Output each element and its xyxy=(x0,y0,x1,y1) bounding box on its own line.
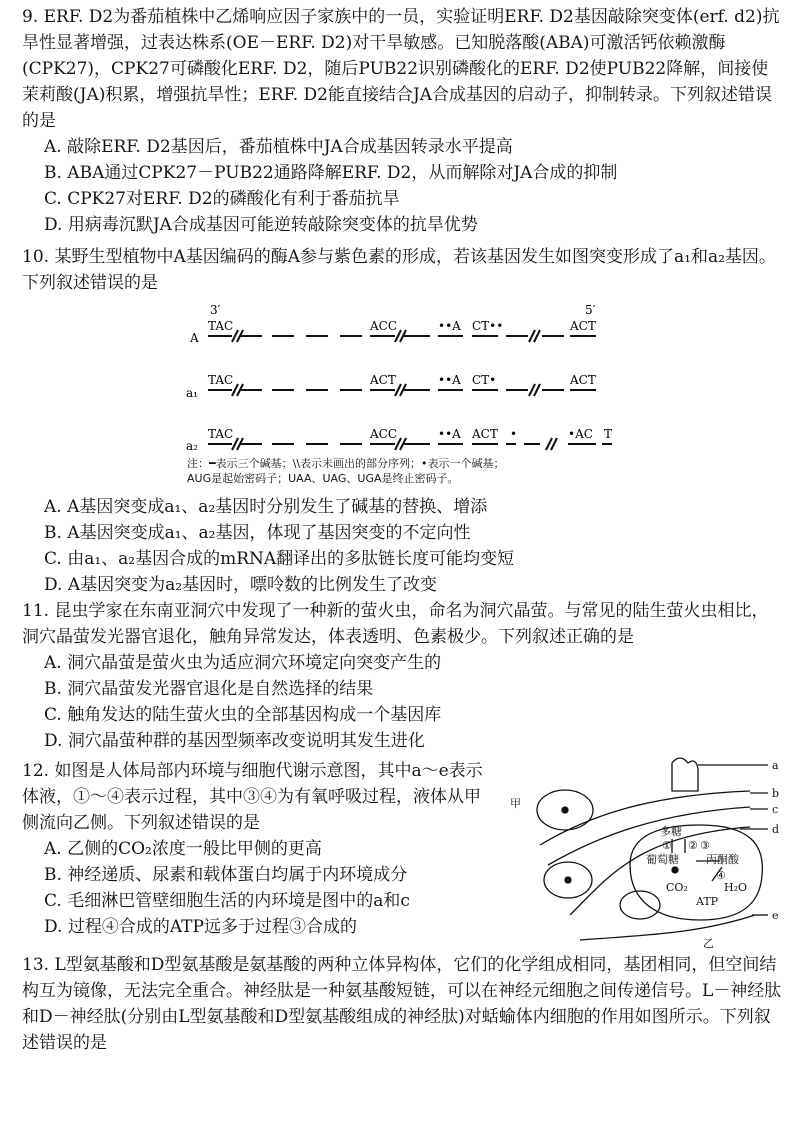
question-12-option-d: D. 过程④合成的ATP远多于过程③合成的 xyxy=(44,917,357,937)
label-c: c xyxy=(772,803,779,816)
label-process-2: ② xyxy=(688,839,698,852)
question-10-option-a: A. A基因突变成a₁、a₂基因时分别发生了碱基的替换、增添 xyxy=(44,497,488,517)
question-9 xyxy=(22,4,782,238)
label-process-4: ④ xyxy=(716,869,726,882)
question-10 xyxy=(22,244,782,296)
question-11-option-a: A. 洞穴晶萤是萤火虫为适应洞穴环境定向突变产生的 xyxy=(44,653,442,673)
label-b: b xyxy=(772,787,780,800)
gene-a2-seq-7: T xyxy=(604,427,613,441)
cell-2-nucleus xyxy=(565,877,571,883)
question-9-option-a: A. 敲除ERF. D2基因后，番茄植株中JA合成基因转录水平提高 xyxy=(44,137,513,157)
label-bingtongsuan: 丙酮酸 xyxy=(706,853,739,866)
question-13 xyxy=(22,952,782,1056)
label-atp: ATP xyxy=(696,895,719,908)
question-10-option-b: B. A基因突变成a₁、a₂基因，体现了基因突变的不定向性 xyxy=(44,523,471,543)
label-e: e xyxy=(772,909,779,922)
question-12-option-c: C. 毛细淋巴管壁细胞生活的内环境是图中的a和c xyxy=(44,891,410,911)
gene-note-line-2: AUG是起始密码子；UAA、UAG、UGA是终止密码子。 xyxy=(187,472,459,485)
gene-a-seq-3: ••A xyxy=(438,319,461,333)
question-12-option-b: B. 神经递质、尿素和载体蛋白均属于内环境成分 xyxy=(44,865,408,885)
label-d: d xyxy=(772,823,780,836)
question-12-option-a: A. 乙侧的CO₂浓度一般比甲侧的更高 xyxy=(44,839,322,859)
label-process-3: ③ xyxy=(700,839,710,852)
gene-a-strand xyxy=(208,330,596,342)
internal-environment-diagram xyxy=(500,755,790,950)
question-10-options xyxy=(22,494,782,598)
cell-1-nucleus xyxy=(562,807,568,813)
vessel-wall-lower xyxy=(580,915,755,940)
question-11 xyxy=(22,598,782,754)
gene-end-3prime: 3′ xyxy=(210,303,221,317)
label-process-1: ① xyxy=(662,839,672,852)
gene-mutation-diagram xyxy=(180,300,620,460)
question-9-option-d: D. 用病毒沉默JA合成基因可能逆转敲除突变体的抗旱优势 xyxy=(44,215,478,235)
question-11-option-c: C. 触角发达的陆生萤火虫的全部基因构成一个基因库 xyxy=(44,705,442,725)
gene-end-5prime: 5′ xyxy=(585,303,596,317)
blood-cell xyxy=(620,891,660,919)
gene-a1-strand xyxy=(208,384,596,396)
gene-a1-seq-3: ••A xyxy=(438,373,461,387)
gene-a2-strand xyxy=(208,438,612,450)
gene-a1-seq-4: CT• xyxy=(472,373,497,387)
question-12-stem: 12. 如图是人体局部内环境与细胞代谢示意图，其中a～e表示体液，①～④表示过程，其中③④为有氧呼吸过程，液体从甲侧流向乙侧。下列叙述错误的是 xyxy=(22,761,483,833)
gene-a2-seq-2: ACC xyxy=(370,427,398,441)
gene-a1-seq-5: ACT xyxy=(570,373,596,387)
label-jia: 甲 xyxy=(510,797,521,810)
gene-a-seq-4: CT•• xyxy=(472,319,504,333)
gene-a2-seq-5: • xyxy=(510,427,518,441)
label-duotang: 多糖 xyxy=(660,825,682,838)
gene-a2-seq-6: •AC xyxy=(568,427,593,441)
gene-a2-seq-1: TAC xyxy=(208,427,234,441)
question-9-stem: 9. ERF. D2为番茄植株中乙烯响应因子家族中的一员，实验证明ERF. D2基因敲除突变体(erf. d2)抗旱性显著增强，过表达株系(OE－ERF. D2)对干旱敏感。已知脱落酸(ABA)可激活钙依赖激酶(CPK27)，CPK27可磷酸化ERF. D2，随后PUB22识别磷酸化的ERF. D2使PUB22降解，间接使茉莉酸(JA)积累，增强抗旱性；ERF. D2能直接结合JA合成基因的启动子，抑制转录。下列叙述错误的是 xyxy=(22,7,780,131)
question-10-option-c: C. 由a₁、a₂基因合成的mRNA翻译出的多肽链长度可能均变短 xyxy=(44,549,515,569)
gene-row-label-a2: a₂ xyxy=(186,439,198,453)
gene-row-label-a: A xyxy=(190,331,199,345)
main-cell-nucleus xyxy=(672,867,678,873)
label-putaotang: 葡萄糖 xyxy=(646,853,679,866)
gene-a-seq-1: TAC xyxy=(208,319,234,333)
gene-a1-seq-2: ACT xyxy=(370,373,396,387)
question-13-stem: 13. L型氨基酸和D型氨基酸是氨基酸的两种立体异构体，它们的化学组成相同，基团相同，但空间结构互为镜像，无法完全重合。神经肽是一种氨基酸短链，可以在神经元细胞之间传递信号。L－神经肽和D－神经肽(分别由L型氨基酸和D型氨基酸组成的神经肽)对蛞蝓体内细胞的作用如图所示。下列叙述错误的是 xyxy=(22,955,782,1053)
label-yi: 乙 xyxy=(703,937,714,950)
label-a: a xyxy=(772,759,779,772)
gene-a1-seq-1: TAC xyxy=(208,373,234,387)
question-10-stem: 10. 某野生型植物中A基因编码的酶A参与紫色素的形成，若该基因发生如图突变形成了a₁和a₂基因。下列叙述错误的是 xyxy=(22,247,776,293)
gene-row-label-a1: a₁ xyxy=(186,386,198,400)
label-h2o: H₂O xyxy=(724,881,748,894)
gene-note-line-1: 注：━表示三个碱基；\\表示未画出的部分序列；•表示一个碱基； xyxy=(187,457,505,470)
question-9-option-c: C. CPK27对ERF. D2的磷酸化有利于番茄抗旱 xyxy=(44,189,400,209)
question-11-option-b: B. 洞穴晶萤发光器官退化是自然选择的结果 xyxy=(44,679,374,699)
lymph-capillary-tip xyxy=(672,758,698,791)
question-11-option-d: D. 洞穴晶萤种群的基因型频率改变说明其发生进化 xyxy=(44,731,425,751)
gene-diagram-note xyxy=(187,456,617,486)
gene-a-seq-2: ACC xyxy=(370,319,398,333)
gene-a2-seq-3: ••A xyxy=(438,427,461,441)
question-9-option-b: B. ABA通过CPK27－PUB22通路降解ERF. D2，从而解除对JA合成的抑制 xyxy=(44,163,618,183)
question-10-option-d: D. A基因突变为a₂基因时，嘌呤数的比例发生了改变 xyxy=(44,575,438,595)
gene-a2-seq-4: ACT xyxy=(472,427,498,441)
label-co2: CO₂ xyxy=(666,881,688,894)
question-11-stem: 11. 昆虫学家在东南亚洞穴中发现了一种新的萤火虫，命名为洞穴晶萤。与常见的陆生萤火虫相比，洞穴晶萤发光器官退化，触角异常发达，体表透明、色素极少。下列叙述正确的是 xyxy=(22,601,769,647)
gene-a-seq-5: ACT xyxy=(570,319,596,333)
